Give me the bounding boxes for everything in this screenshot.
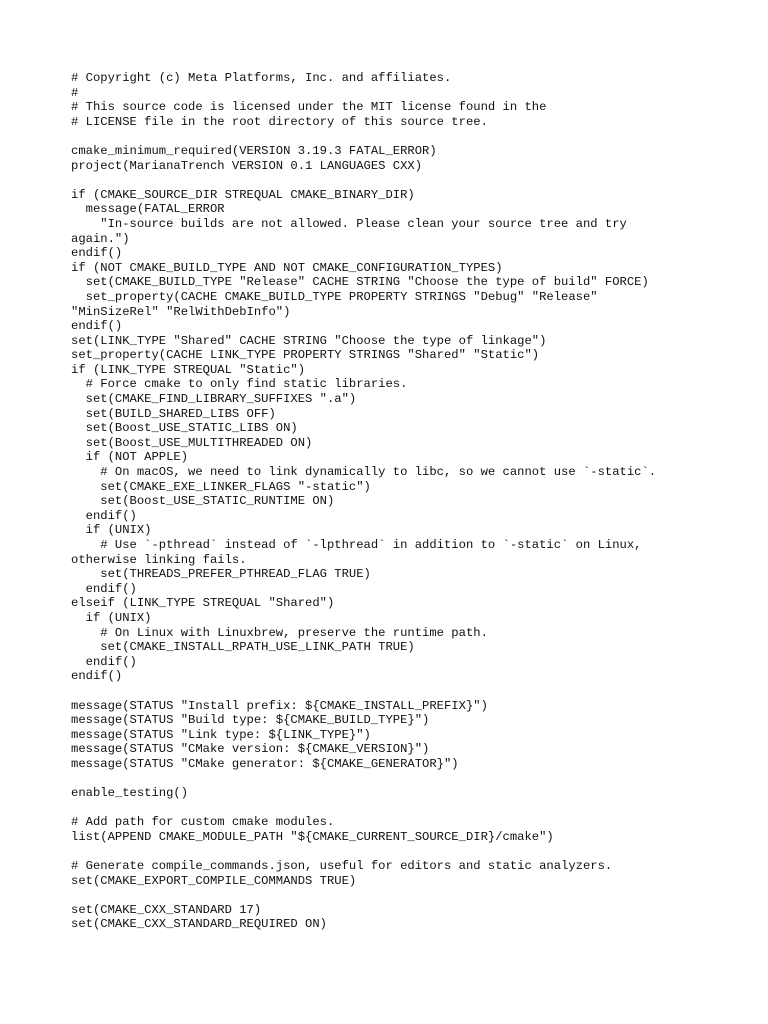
code-line: message(STATUS "Link type: ${LINK_TYPE}") xyxy=(71,727,371,742)
blank-line xyxy=(71,772,751,787)
code-line: list(APPEND CMAKE_MODULE_PATH "${CMAKE_CURRENT_SOURCE_DIR}/cmake") xyxy=(71,829,554,844)
code-line: set(Boost_USE_STATIC_RUNTIME ON) xyxy=(71,494,335,509)
code-line: elseif (LINK_TYPE STREQUAL "Shared") xyxy=(71,596,335,611)
code-line: "In-source builds are not allowed. Please clean your source tree and try xyxy=(71,216,627,231)
code-line: # Use `-pthread` instead of `-lpthread` in addition to `-static` on Linux, xyxy=(71,538,642,552)
code-line: endif() xyxy=(71,669,123,684)
blank-line xyxy=(71,684,751,699)
code-line: set(CMAKE_EXE_LINKER_FLAGS "-static") xyxy=(71,479,371,494)
code-line: "MinSizeRel" "RelWithDebInfo") xyxy=(71,304,291,319)
code-line: if (NOT APPLE) xyxy=(71,450,189,465)
code-line: # On macOS, we need to link dynamically to libc, so we cannot use `-static`. xyxy=(71,465,657,480)
code-line: # Copyright (c) Meta Platforms, Inc. and affiliates. xyxy=(71,71,452,85)
code-line: endif() xyxy=(71,246,123,261)
code-line: message(STATUS "Install prefix: ${CMAKE_INSTALL_PREFIX}") xyxy=(71,698,488,713)
code-line: message(STATUS "Build type: ${CMAKE_BUILD_TYPE}") xyxy=(71,713,430,728)
code-line: message(FATAL_ERROR xyxy=(71,202,225,217)
code-line: enable_testing() xyxy=(71,786,189,801)
code-line: set(BUILD_SHARED_LIBS OFF) xyxy=(71,406,276,421)
blank-line xyxy=(71,888,751,903)
cmake-source-listing xyxy=(71,71,751,932)
code-line: cmake_minimum_required(VERSION 3.19.3 FATAL_ERROR) xyxy=(71,143,437,158)
code-line: # Generate compile_commands.json, useful for editors and static analyzers. xyxy=(71,859,613,874)
code-line: project(MarianaTrench VERSION 0.1 LANGUAGES CXX) xyxy=(71,158,423,173)
code-line: set(THREADS_PREFER_PTHREAD_FLAG TRUE) xyxy=(71,567,371,582)
code-line: endif() xyxy=(71,654,137,669)
code-line: set(CMAKE_INSTALL_RPATH_USE_LINK_PATH TRUE) xyxy=(71,640,415,655)
code-line: endif() xyxy=(71,581,137,596)
code-line: endif() xyxy=(71,319,123,334)
code-line: again.") xyxy=(71,231,130,246)
blank-line xyxy=(71,173,751,188)
code-line: # LICENSE file in the root directory of this source tree. xyxy=(71,114,488,129)
code-line: if (UNIX) xyxy=(71,523,152,538)
blank-line xyxy=(71,129,751,144)
code-line: if (NOT CMAKE_BUILD_TYPE AND NOT CMAKE_CONFIGURATION_TYPES) xyxy=(71,260,503,275)
code-line: if (CMAKE_SOURCE_DIR STREQUAL CMAKE_BINARY_DIR) xyxy=(71,187,415,202)
code-line: set(CMAKE_BUILD_TYPE "Release" CACHE STRING "Choose the type of build" FORCE) xyxy=(71,275,649,290)
code-line: # On Linux with Linuxbrew, preserve the runtime path. xyxy=(71,625,488,640)
code-line: set(CMAKE_CXX_STANDARD_REQUIRED ON) xyxy=(71,917,327,932)
code-line: set_property(CACHE CMAKE_BUILD_TYPE PROPERTY STRINGS "Debug" "Release" xyxy=(71,289,598,304)
code-line: # Force cmake to only find static libraries. xyxy=(71,377,408,392)
code-line: # xyxy=(71,85,79,100)
code-line: set(Boost_USE_STATIC_LIBS ON) xyxy=(71,421,298,436)
code-line: message(STATUS "CMake generator: ${CMAKE_GENERATOR}") xyxy=(71,756,459,771)
code-line: endif() xyxy=(71,508,137,523)
code-line: if (UNIX) xyxy=(71,610,152,625)
code-line: set_property(CACHE LINK_TYPE PROPERTY STRINGS "Shared" "Static") xyxy=(71,348,540,363)
code-line: set(Boost_USE_MULTITHREADED ON) xyxy=(71,435,313,450)
code-line: set(CMAKE_CXX_STANDARD 17) xyxy=(71,902,262,917)
code-line: # Add path for custom cmake modules. xyxy=(71,815,335,830)
blank-line xyxy=(71,801,751,816)
code-line: # This source code is licensed under the MIT license found in the xyxy=(71,100,547,115)
code-line: otherwise linking fails. xyxy=(71,552,247,567)
code-line: set(CMAKE_FIND_LIBRARY_SUFFIXES ".a") xyxy=(71,392,357,407)
code-line: message(STATUS "CMake version: ${CMAKE_VERSION}") xyxy=(71,742,430,757)
blank-line xyxy=(71,844,751,859)
code-line: set(CMAKE_EXPORT_COMPILE_COMMANDS TRUE) xyxy=(71,873,357,888)
code-line: set(LINK_TYPE "Shared" CACHE STRING "Choose the type of linkage") xyxy=(71,333,547,348)
code-line: if (LINK_TYPE STREQUAL "Static") xyxy=(71,362,306,377)
